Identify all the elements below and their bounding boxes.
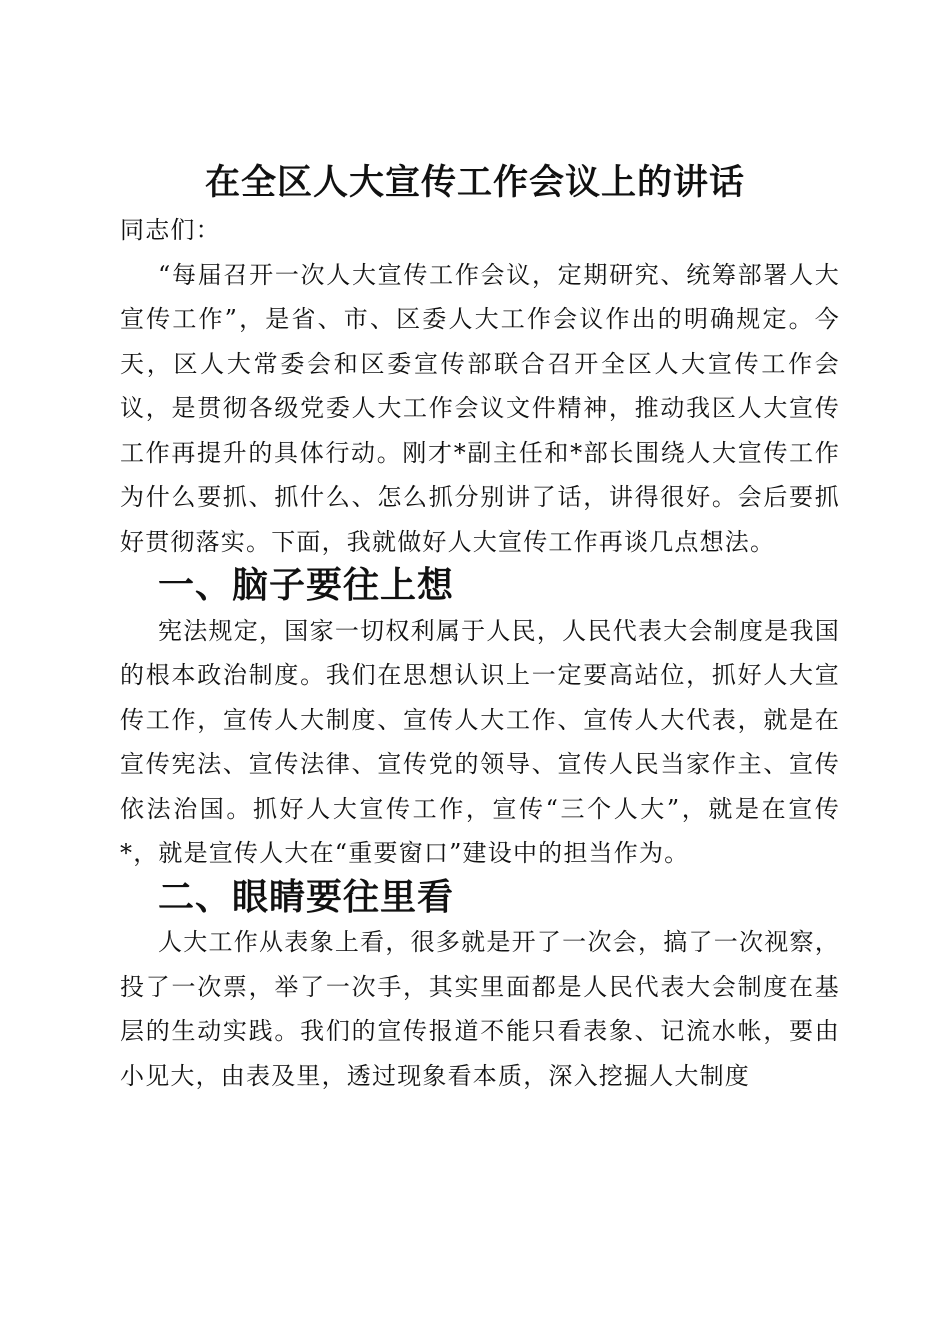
intro-paragraph: “每届召开一次人大宣传工作会议，定期研究、统筹部署人大宣传工作”，是省、市、区委人大工作会议作出的明确规定。今天，区人大常委会和区委宣传部联合召开全区人大宣传工作会议，是贯彻各级党委人大工作会议文件精神，推动我区人大宣传工作再提升的具体行动。刚才*副主任和*部长围绕人大宣传工作为什么要抓、抓什么、怎么抓分别讲了话，讲得很好。会后要抓好贯彻落实。下面，我就做好人大宣传工作再谈几点想法。 xyxy=(120,260,840,556)
section-2-heading: 二、眼睛要往里看 xyxy=(158,876,455,918)
speech-body xyxy=(120,208,840,1098)
section-2-paragraph: 人大工作从表象上看，很多就是开了一次会，搞了一次视察，投了一次票，举了一次手，其实里面都是人民代表大会制度在基层的生动实践。我们的宣传报道不能只看表象、记流水帐，要由小见大，由表及里，透过现象看本质，深入挖掘人大制度 xyxy=(120,928,840,1090)
page-title: 在全区人大宣传工作会议上的讲话 xyxy=(204,162,745,204)
section-1-paragraph: 宪法规定，国家一切权利属于人民，人民代表大会制度是我国的根本政治制度。我们在思想认识上一定要高站位，抓好人大宣传工作，宣传人大制度、宣传人大工作、宣传人大代表，就是在宣传宪法、宣传法律、宣传党的领导、宣传人民当家作主、宣传依法治国。抓好人大宣传工作，宣传“三个人大”，就是在宣传*，就是宣传人大在“重要窗口”建设中的担当作为。 xyxy=(120,616,840,867)
salutation: 同志们： xyxy=(120,216,221,244)
section-1-heading: 一、脑子要往上想 xyxy=(158,565,455,606)
